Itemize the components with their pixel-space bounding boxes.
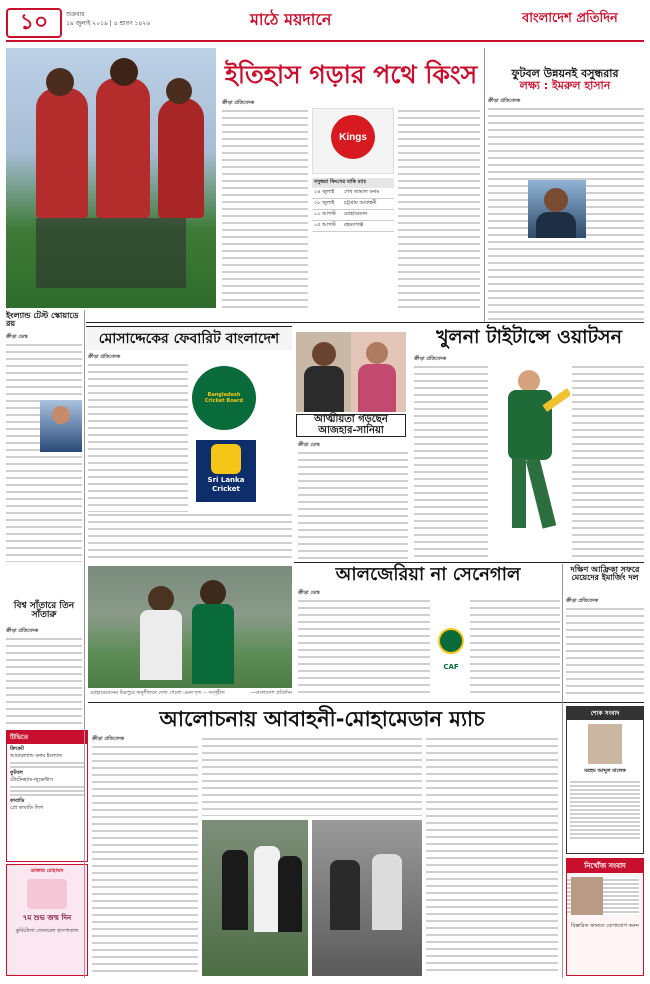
sania-byline: ক্রীড়া ডেস্ক [298, 442, 320, 448]
table-title: বসুন্ধরা কিংসের বাকি ম্যাচ [312, 178, 394, 188]
watson-headline: খুলনা টাইটান্সে ওয়াটসন [436, 326, 622, 348]
tv-box [6, 730, 88, 862]
photo-caption: মোহামেডানের মিরপুরে অনুশীলনে দেখা গেলো এমন দৃশ্য -- সংগৃহীত [90, 690, 225, 696]
lead-headline: ইতিহাস গড়ার পথে কিংস [224, 60, 478, 89]
slc-logo [196, 440, 256, 502]
row-rule [294, 562, 644, 563]
row-rule [86, 322, 644, 323]
sa-byline: ক্রীড়া প্রতিবেদক [566, 598, 599, 604]
mosaddek-body-2 [88, 512, 292, 562]
tv-title: টিভিতে [7, 731, 87, 744]
watson-body-2 [572, 364, 644, 562]
fifa-headline-line2: লক্ষ্য : ইমরুল হাসান [519, 78, 611, 92]
nikhoj-text: বিস্তারিত জানতে যোগাযোগ করুন [571, 923, 639, 929]
algeria-byline: ক্রীড়া ডেস্ক [298, 590, 320, 596]
mohammedan-body-2 [202, 736, 422, 816]
bcb-logo-text: Bangladesh Cricket Board [204, 392, 244, 404]
brand-logo: বাংলাদেশ প্রতিদিন [522, 11, 618, 26]
shok-box [566, 706, 644, 854]
sania-body [298, 450, 408, 562]
tv-sport: কাবাডি [10, 798, 25, 804]
table-row: ০৫ আগস্ট রহমতগঞ্জ [312, 221, 394, 232]
kings-logo-box [312, 108, 394, 174]
bishwa-body [6, 636, 82, 728]
practice-photo [88, 566, 292, 688]
shok-name: মরহুম আব্দুল মালেক [584, 768, 626, 774]
sania-headline-line1: আত্মীয়তা গড়ছেন [314, 414, 388, 425]
fifa-headline [486, 68, 644, 91]
mosaddek-body-1 [88, 362, 188, 512]
lead-photo [6, 48, 216, 308]
eng-byline: ক্রীড়া ডেস্ক [6, 334, 28, 340]
table-row: ২৮ জুলাই চট্টগ্রাম আবাহনী [312, 199, 394, 210]
mosaddek-band [86, 326, 292, 350]
mohammedan-byline: ক্রীড়া প্রতিবেদক [92, 736, 125, 742]
ad-name: ডাক্তার মোহাম্মদ [30, 868, 64, 874]
remaining-matches-table [312, 178, 394, 232]
algeria-body-2 [470, 598, 560, 696]
mohammedan-headline: আলোচনায় আবাহনী-মোহামেডান ম্যাচ [159, 707, 485, 731]
lead-body-1 [222, 108, 308, 308]
algeria-body-1 [298, 598, 430, 696]
slc-logo-text: Sri Lanka Cricket [207, 476, 245, 493]
tv-detail: আয়ারল্যান্ড বনাম ইংল্যান্ড [10, 753, 63, 759]
lead-byline: ক্রীড়া প্রতিবেদক [222, 100, 255, 106]
fifa-byline: ক্রীড়া প্রতিবেদক [488, 98, 521, 104]
mosaddek-headline: মোসাদ্দেকের ফেবারিট বাংলাদেশ [98, 331, 280, 347]
roy-photo [40, 400, 82, 452]
tv-sport: ফুটবল [10, 770, 23, 776]
sania-headline-box [296, 414, 406, 437]
nikhoj-box [566, 858, 644, 976]
table-row: ০১ আগস্ট মোহামেডান [312, 210, 394, 221]
col-rule [484, 48, 485, 322]
tv-sport: ক্রিকেট [10, 746, 24, 752]
algeria-headline: আলজেরিয়া না সেনেগাল [335, 564, 521, 585]
mohammedan-body-3 [426, 736, 558, 976]
fifa-headline-line1: ফুটবল উন্নয়নই বসুন্ধরার [511, 67, 619, 80]
nikhoj-title: নিখোঁজ সংবাদ [567, 859, 643, 873]
page-number: ১০ [19, 10, 49, 35]
eng-headline: ইংল্যান্ড টেস্ট স্কোয়াডে রয় [6, 311, 79, 329]
watson-photo [494, 360, 570, 540]
date-full: ১৯ জুলাই ২০১৯ | ৪ শ্রাবণ ১৪২৬ [66, 20, 151, 27]
section-title: মাঠে ময়দানে [250, 10, 332, 29]
col-rule [84, 310, 85, 978]
tv-detail: প্রো কাবাডি লিগ [10, 805, 44, 811]
ad-line: ৭ম শুভ জন্ম দিন [22, 914, 72, 922]
azhar-sania-photo [296, 332, 406, 412]
shok-title: শোক সংবাদ [567, 707, 643, 720]
sa-headline: দক্ষিণ আফ্রিকা সফরে মেয়েদের ইমার্জিং দল [570, 565, 640, 583]
watson-byline: ক্রীড়া প্রতিবেদক [414, 356, 447, 362]
ad-sub: কুর্মিটোলা জেনারেল হাসপাতাল [15, 928, 79, 934]
watson-body-1 [414, 364, 488, 562]
sa-body [566, 606, 644, 696]
caf-logo [434, 628, 468, 670]
bottom-rule [88, 702, 644, 703]
kings-logo: Kings [339, 131, 367, 143]
photo-credit: —বাংলাদেশ প্রতিদিন [250, 690, 292, 696]
tv-detail: টোটেনহ্যাম-জুভেন্টাস [10, 777, 53, 783]
bcb-logo [192, 366, 256, 430]
eng-body [6, 342, 82, 562]
mohammedan-body-1 [92, 744, 198, 976]
date-box [66, 10, 166, 28]
table-row: ২৪ জুলাই শেখ জামাল বনাম [312, 188, 394, 199]
sania-headline-line2: আজহার-সানিয়া [318, 424, 384, 436]
mohammedan-photo-2 [312, 820, 422, 976]
page-number-box [6, 8, 62, 38]
date-day: শুক্রবার [66, 11, 85, 18]
bishwa-byline: ক্রীড়া প্রতিবেদক [6, 628, 39, 634]
mohammedan-photo-1 [202, 820, 308, 976]
mosaddek-byline: ক্রীড়া প্রতিবেদক [88, 354, 121, 360]
caf-logo-text: CAF [443, 663, 459, 671]
bishwa-headline: বিশ্ব সাঁতারে তিন সাঁতারু [13, 601, 75, 621]
lead-body-2 [398, 108, 480, 308]
imrul-photo [528, 180, 586, 238]
birthday-ad [6, 864, 88, 976]
masthead-rule [6, 40, 644, 42]
col-rule [562, 564, 563, 978]
